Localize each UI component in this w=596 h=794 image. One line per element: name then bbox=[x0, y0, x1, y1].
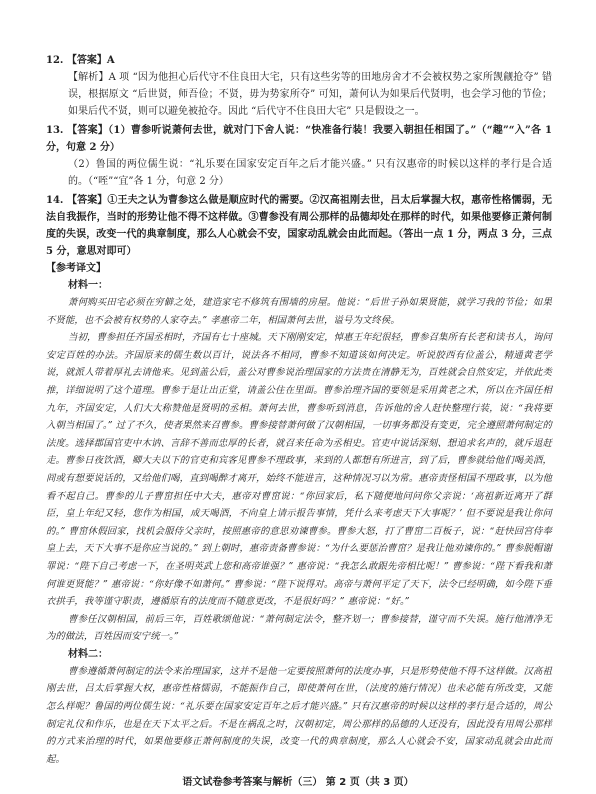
q14-answer: 14. 【答案】①王夫之认为曹参这么做是顺应时代的需要。②汉高祖刚去世，吕太后掌握大权，惠帝性格懦弱，无法自我振作，当时的形势让他不得不这样做。③曹参没有周公那样的品德却处在那样的时代，如果他要修正萧何制度的失误，改变一代的典章制度，那么人心就会不安，国家动乱就会由此而起。（答出一点 1 分，两点 3 分，三点 5 分，意思对即可） bbox=[46, 195, 552, 257]
material-2-paragraph: 曹参遵循萧何制定的法令来治理国家，这并不是他一定要按照萧何的法度办事，只是形势使他不得不这样做。汉高祖刚去世，吕太后掌握大权，惠帝性格懦弱，不能振作自己，即使萧何在世，（法度的施行情况）也未必能有所改变，又能怎么样呢？鲁国的两位儒生说：“礼乐要在国家安定百年之后才能兴盛。” 只有汉惠帝的时候以这样的孝行是合适的，周公制定礼仪和作乐，也是在天下太平之后。不是在祸乱之时，汉朝初定，周公那样的品德的人还没有，因此没有用周公那样的方式来治理的时代，如果他要修正萧何制度的失误，改变一代的典章制度，那么人心就会不安，国家动乱就会由此而起。 bbox=[46, 665, 552, 765]
material-1-paragraph: 萧何购买田宅必须在穷僻之处，建造家宅不修筑有围墙的房屋。他说：“后世子孙如果贤能，就学习我的节俭；如果不贤能，也不会被有权势的人家夺去。” 孝惠帝二年，相国萧何去世，谥号为文终侯。 bbox=[46, 297, 552, 326]
q12-answer: 12. 【答案】A bbox=[46, 55, 115, 66]
material-1-title: 材料一： bbox=[68, 280, 108, 291]
document-page bbox=[46, 52, 552, 768]
q13-answer-1: 13. 【答案】（1）曹参听说萧何去世，就对门下舍人说：“快准备行装！我要入朝担任相国了。”（“趣”“入”各 1 分，句意 2 分） bbox=[46, 125, 552, 153]
material-1-paragraph: 当初，曹参担任齐国丞相时，齐国有七十座城。天下刚刚安定，悼惠王年纪很轻，曹参召集所有长老和读书人，询问安定百姓的办法。齐国原来的儒生数以百计，说法各不相同，曹参不知道该如何决定。听说胶西有位盖公，精通黄老学说，就派人带着厚礼去请他来。见到盖公后，盖公对曹参说治理国家的方法贵在清静无为，百姓就会自然安定，并依此类推，详细说明了这个道理。曹参于是让出正堂，请盖公住在里面。曹参治理齐国的要领是采用黄老之术，所以在齐国任相九年，齐国安定，人们大大称赞他是贤明的丞相。萧何去世，曹参听到消息，告诉他的舍人赶快整理行装，说：“我将要入朝当相国了。” 过了不久，使者果然来召曹参。曹参接替萧何做了汉朝相国，一切事务都没有变更，完全遵照萧何制定的法度。选择郡国官吏中木讷、言辞不善而忠厚的长者，就召来任命为丞相史。官吏中说话深刻、想追求名声的，就斥退赶走。曹参日夜饮酒，卿大夫以下的官吏和宾客见曹参不理政事，来到的人都想有所进言，到了后，曹参就给他们喝美酒，间或有想要说话的，又给他们喝，直到喝醉才离开，始终不能进言，这种情况习以为常。惠帝责怪相国不理政事，以为他看不起自己。曹参的儿子曹窋担任中大夫，惠帝对曹窋说：“你回家后，私下随便地问问你父亲说：‘高祖新近离开了群臣，皇上年纪又轻，您作为相国，成天喝酒，不向皇上请示报告事情，凭什么来考虑天下大事呢？’ 但不要说是我让你问的。” 曹窋休假回家，找机会服侍父亲时，按照惠帝的意思劝谏曹参。曹参大怒，打了曹窋二百板子，说：“赶快回宫侍奉皇上去，天下大事不是你应当说的。” 到上朝时，惠帝责备曹参说：“为什么要惩治曹窋？是我让他劝谏你的。” 曹参脱帽谢罪说：“陛下自己考虑一下，在圣明英武上您和高帝谁强？” 惠帝说：“我怎么敢跟先帝相比呢！” 曹参说：“陛下看我和萧何谁更贤能？” 惠帝说：“你好像不如萧何。” 曹参说：“陛下说得对。高帝与萧何平定了天下，法令已经明确，如今陛下垂衣拱手，我等谨守职责，遵循原有的法度而不随意更改，不是很好吗？” 惠帝说：“好。” bbox=[46, 332, 552, 608]
material-2-title: 材料二： bbox=[68, 648, 108, 660]
page-footer: 语文试卷参考答案与解析（三） 第 2 页（共 3 页） bbox=[182, 777, 414, 788]
reference-heading: 【参考译文】 bbox=[46, 263, 106, 274]
q13-answer-2: （2）鲁国的两位儒生说：“礼乐要在国家安定百年之后才能兴盛。” 只有汉惠帝的时候以这样的孝行是合适的。（“咥”“宜”各 1 分，句意 2 分） bbox=[68, 159, 552, 187]
material-1-paragraph: 曹参任汉朝相国，前后三年，百姓歌颂他说：“萧何制定法令，整齐划一；曹参接替，谨守而不失误。施行他清净无为的做法，百姓因而安宁统一。” bbox=[46, 613, 552, 643]
q12-analysis: 【解析】A 项 “因为他担心后代守不住良田大宅，只有这些劣等的田地房舍才不会被权势之家所觊觎抢夺” 错误，根据原文 “后世贤，师吾俭；不贤，毋为势家所夺” 可知，萧何认为如果后代贤明，也会学习他的节俭；如果后代不贤，则可以避免被抢夺。因此 “后代守不住良田大宅” 只是假设之一。 bbox=[68, 72, 552, 117]
